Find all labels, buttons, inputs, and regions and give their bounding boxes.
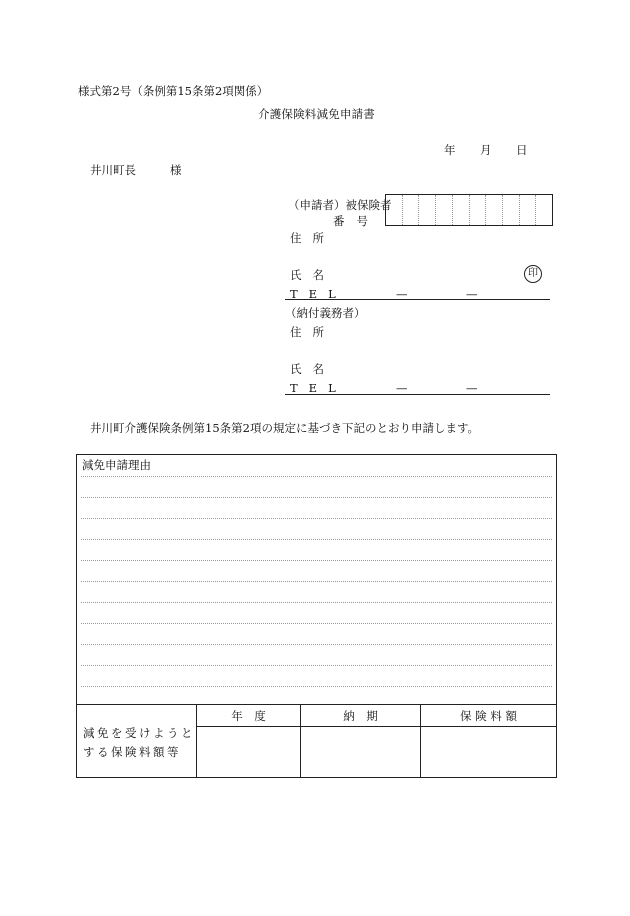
payer-tel-sep-2: — [466, 381, 478, 395]
payer-section-label: （納付義務者） [285, 306, 366, 320]
reduction-table [77, 704, 556, 778]
reason-writing-line [81, 497, 552, 498]
seal-mark: 印 [524, 265, 542, 283]
payer-underline [285, 394, 550, 395]
reason-writing-line [81, 665, 552, 666]
document-title: 介護保険料減免申請書 [258, 107, 375, 121]
reason-writing-line [81, 539, 552, 540]
insured-number-digit-cell[interactable] [436, 195, 453, 225]
payer-tel-row [290, 381, 550, 395]
application-statement: 井川町介護保険条例第15条第2項の規定に基づき下記のとおり申請します。 [90, 421, 480, 435]
insured-number-digit-cell[interactable] [453, 195, 470, 225]
cell-fiscal-year[interactable] [197, 727, 300, 778]
reason-writing-line [81, 581, 552, 582]
applicant-tel-label: TEL [290, 287, 347, 301]
cell-premium-amount[interactable] [421, 727, 556, 778]
insured-number-label: 番号 [333, 214, 380, 228]
insured-number-digit-cell[interactable] [403, 195, 420, 225]
insured-number-digit-cell[interactable] [536, 195, 552, 225]
column-header-payment-term: 納 期 [343, 709, 378, 723]
insured-number-digit-cell[interactable] [470, 195, 487, 225]
payer-address-label: 住所 [290, 325, 335, 339]
reason-writing-line [81, 518, 552, 519]
payer-tel-sep-1: — [396, 381, 408, 395]
applicant-name-label: 氏名 [290, 268, 335, 282]
month-label: 月 [480, 143, 492, 157]
payer-tel-label: TEL [290, 381, 347, 395]
insured-number-digit-cell[interactable] [503, 195, 520, 225]
insured-number-digit-cell[interactable] [520, 195, 537, 225]
column-header-premium-amount: 保 険 料 額 [460, 709, 517, 723]
date-line [0, 143, 630, 157]
insured-number-digit-cell[interactable] [486, 195, 503, 225]
reason-writing-line [81, 476, 552, 477]
reason-writing-line [81, 602, 552, 603]
applicant-underline [285, 299, 550, 300]
column-header-fiscal-year: 年 度 [231, 709, 266, 723]
applicant-section-label: （申請者）被保険者 [288, 198, 392, 212]
insured-number-box[interactable] [385, 194, 553, 226]
insured-number-digit-cell[interactable] [419, 195, 436, 225]
reason-writing-line [81, 623, 552, 624]
reason-writing-line [81, 560, 552, 561]
applicant-tel-sep-2: — [466, 287, 478, 301]
reason-writing-line [81, 686, 552, 687]
reason-writing-line [81, 644, 552, 645]
honorific: 様 [170, 163, 182, 177]
reduction-table-label: 減免を受けようとする保険料額等 [83, 726, 195, 759]
applicant-address-label: 住所 [290, 231, 335, 245]
cell-payment-term[interactable] [301, 727, 420, 778]
applicant-tel-sep-1: — [396, 287, 408, 301]
insured-number-digit-cell[interactable] [386, 195, 403, 225]
day-label: 日 [516, 143, 528, 157]
addressee: 井川町長 [90, 163, 136, 177]
reason-label: 減免申請理由 [82, 458, 151, 472]
reason-box[interactable] [76, 454, 557, 778]
form-number: 様式第2号（条例第15条第2項関係） [78, 84, 269, 98]
payer-name-label: 氏名 [290, 362, 335, 376]
year-label: 年 [444, 143, 456, 157]
